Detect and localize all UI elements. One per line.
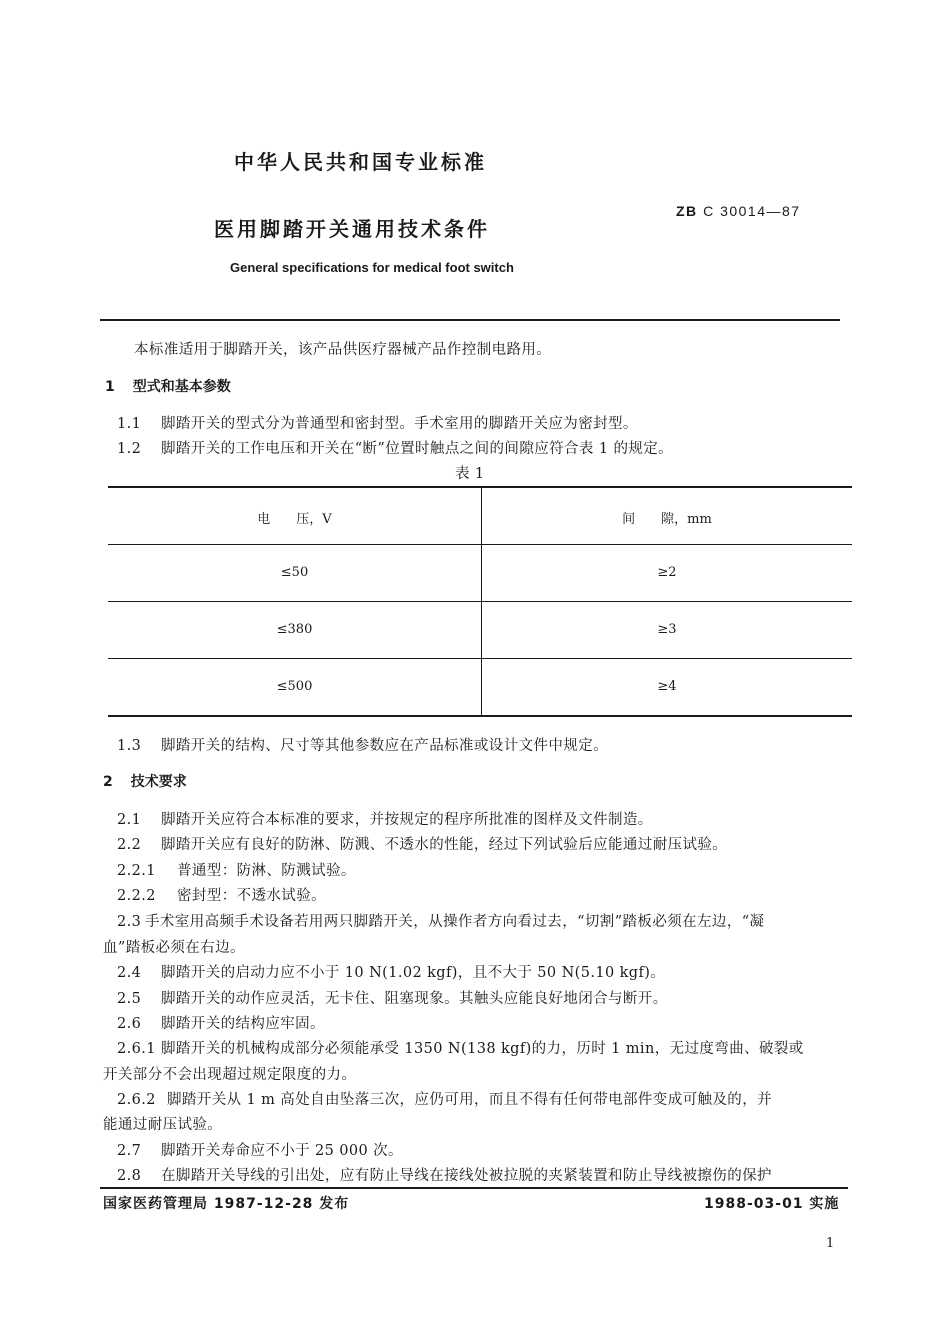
issue-date: 国家医药管理局 1987-12-28 发布: [103, 1196, 350, 1212]
clause-text: 普通型：防淋、防溅试验。: [177, 863, 356, 879]
section-title: 型式和基本参数: [132, 379, 231, 395]
table-cell: ≤380: [276, 622, 313, 637]
clause-number: 2.2.1: [117, 863, 156, 879]
table-cell: ≥2: [657, 565, 677, 580]
clause-text: 脚踏开关寿命应不小于 25 000 次。: [161, 1143, 403, 1159]
table-cell: ≥4: [657, 679, 677, 694]
section-title: 技术要求: [130, 774, 187, 790]
clause-number: 2.1: [117, 812, 142, 828]
clause-2-8: [117, 1164, 772, 1185]
clause-2-6: [117, 1012, 325, 1033]
clause-text: 脚踏开关应符合本标准的要求，并按规定的程序所批准的图样及文件制造。: [161, 812, 653, 828]
clause-text: 脚踏开关的启动力应不小于 10 N(1.02 kgf)，且不大于 50 N(5.10 kgf)。: [161, 965, 666, 981]
section-number: 2: [103, 774, 113, 790]
section-number: 1: [105, 379, 115, 395]
clause-number: 2.2: [117, 837, 142, 853]
clause-text: 密封型：不透水试验。: [177, 888, 326, 904]
english-title: General specifications for medical foot switch: [230, 260, 514, 275]
code-number: C 30014—87: [703, 203, 801, 219]
table-row-rule: [108, 601, 852, 602]
table-header-gap: 间 隙，mm: [622, 512, 712, 527]
page-number: 1: [826, 1236, 835, 1251]
clause-2-5: [117, 987, 668, 1008]
clause-2-3: [117, 910, 764, 931]
header-divider: [100, 319, 840, 321]
clause-number: 2.3: [117, 914, 142, 930]
clause-text: 脚踏开关的结构、尺寸等其他参数应在产品标准或设计文件中规定。: [161, 738, 608, 754]
clause-2-6-1-continuation: 开关部分不会出现超过规定限度的力。: [103, 1067, 357, 1083]
clause-text: 脚踏开关的动作应灵活，无卡住、阻塞现象。其触头应能良好地闭合与断开。: [161, 991, 668, 1007]
clause-number: 2.7: [117, 1143, 142, 1159]
clause-number: 2.6.2: [117, 1092, 156, 1108]
clause-text: 脚踏开关的工作电压和开关在“断”位置时触点之间的间隙应符合表 1 的规定。: [161, 441, 674, 457]
table-top-rule: [108, 486, 852, 488]
clause-number: 1.2: [117, 441, 142, 457]
table-header-voltage: 电 压，V: [257, 512, 332, 527]
table-row-rule: [108, 544, 852, 545]
clause-1-1: [117, 412, 638, 433]
clause-number: 1.3: [117, 738, 142, 754]
code-prefix: ZB: [676, 203, 698, 219]
clause-text: 脚踏开关的型式分为普通型和密封型。手术室用的脚踏开关应为密封型。: [161, 416, 638, 432]
clause-2-6-2-continuation: 能通过耐压试验。: [103, 1117, 223, 1133]
clause-2-2: [117, 833, 727, 854]
clause-number: 2.5: [117, 991, 142, 1007]
table-cell: ≤50: [280, 565, 309, 580]
standard-code: [676, 203, 801, 219]
clause-text: 手术室用高频手术设备若用两只脚踏开关，从操作者方向看过去，“切割”踏板必须在左边，“凝: [145, 914, 765, 930]
section-2-heading: [103, 771, 187, 791]
scope-paragraph: 本标准适用于脚踏开关，该产品供医疗器械产品作控制电路用。: [134, 342, 552, 358]
clause-text: 脚踏开关从 1 m 高处自由坠落三次，应仍可用，而且不得有任何带电部件变成可触及的，并: [167, 1092, 772, 1108]
clause-1-3: [117, 734, 608, 755]
table-bottom-rule: [108, 715, 852, 717]
document-title: 医用脚踏开关通用技术条件: [214, 217, 490, 241]
clause-2-6-1: [117, 1037, 804, 1058]
table-row-rule: [108, 658, 852, 659]
clause-2-2-2: [117, 884, 326, 905]
clause-1-2: [117, 437, 673, 458]
clause-number: 2.6: [117, 1016, 142, 1032]
effective-date: 1988-03-01 实施: [704, 1196, 840, 1212]
table-cell: ≤500: [276, 679, 313, 694]
table-caption: 表 1: [455, 466, 485, 482]
clause-2-3-continuation: 血”踏板必须在右边。: [103, 940, 245, 956]
clause-number: 2.4: [117, 965, 142, 981]
clause-2-4: [117, 961, 665, 982]
clause-2-7: [117, 1139, 403, 1160]
clause-number: 2.2.2: [117, 888, 156, 904]
clause-number: 2.6.1: [117, 1041, 156, 1057]
clause-text: 在脚踏开关导线的引出处，应有防止导线在接线处被拉脱的夹紧装置和防止导线被擦伤的保护: [161, 1168, 772, 1184]
table-cell: ≥3: [657, 622, 677, 637]
clause-text: 脚踏开关的机械构成部分必须能承受 1350 N(138 kgf)的力，历时 1 min，无过度弯曲、破裂或: [161, 1041, 804, 1057]
clause-2-6-2: [117, 1088, 772, 1109]
standard-category: 中华人民共和国专业标准: [234, 150, 487, 174]
clause-text: 脚踏开关的结构应牢固。: [161, 1016, 325, 1032]
clause-2-2-1: [117, 859, 356, 880]
section-1-heading: [105, 376, 231, 396]
clause-number: 1.1: [117, 416, 142, 432]
footer-divider: [100, 1187, 848, 1189]
clause-2-1: [117, 808, 653, 829]
clause-number: 2.8: [117, 1168, 142, 1184]
clause-text: 脚踏开关应有良好的防淋、防溅、不透水的性能，经过下列试验后应能通过耐压试验。: [161, 837, 728, 853]
